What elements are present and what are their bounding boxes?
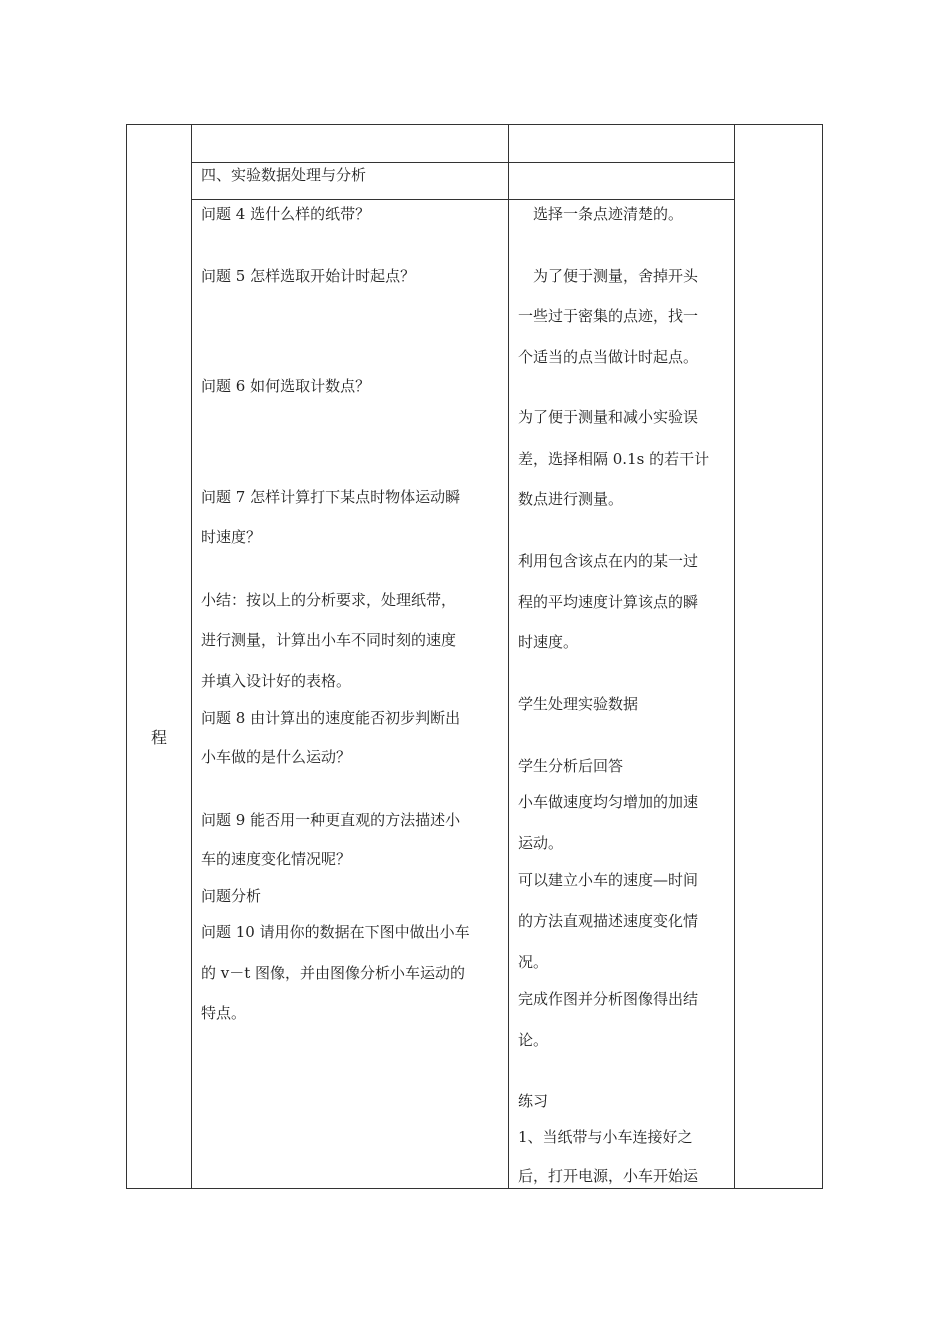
answer-text: 况。 [518, 953, 549, 971]
answer-text: 的方法直观描述速度变化情 [518, 912, 699, 930]
question-text: 问题 5 怎样选取开始计时起点？ [201, 267, 416, 285]
answer-text: 程的平均速度计算该点的瞬 [518, 593, 699, 611]
column-divider [191, 125, 192, 1188]
answer-text: 为了便于测量，舍掉开头 [533, 267, 699, 285]
side-label: 程 [151, 728, 168, 747]
question-text: 车的速度变化情况呢？ [201, 850, 352, 868]
answer-text: 运动。 [518, 834, 564, 852]
answer-text: 时速度。 [518, 633, 579, 651]
exercise-text: 后，打开电源，小车开始运 [518, 1167, 699, 1185]
question-text: 问题 10 请用你的数据在下图中做出小车 [201, 923, 470, 941]
question-text: 小车做的是什么运动？ [201, 748, 352, 766]
question-text: 特点。 [201, 1004, 247, 1022]
question-text: 问题 7 怎样计算打下某点时物体运动瞬 [201, 488, 461, 506]
column-divider [508, 125, 509, 1188]
answer-text: 完成作图并分析图像得出结 [518, 990, 699, 1008]
exercise-text: 1、当纸带与小车连接好之 [518, 1128, 693, 1146]
answer-text: 一些过于密集的点迹，找一 [518, 307, 699, 325]
answer-text: 小车做速度均匀增加的加速 [518, 793, 699, 811]
section-heading: 四、实验数据处理与分析 [201, 166, 367, 184]
answer-text: 利用包含该点在内的某一过 [518, 552, 699, 570]
answer-text: 学生分析后回答 [518, 757, 624, 775]
question-text: 问题 4 选什么样的纸带？ [201, 205, 371, 223]
exercise-heading: 练习 [518, 1092, 549, 1110]
answer-text: 学生处理实验数据 [518, 695, 639, 713]
answer-text: 论。 [518, 1031, 549, 1049]
summary-text: 小结：按以上的分析要求，处理纸带， [201, 591, 457, 609]
question-text: 问题分析 [201, 887, 262, 905]
answer-text: 选择一条点迹清楚的。 [533, 205, 684, 223]
column-divider [734, 125, 735, 1188]
answer-text: 数点进行测量。 [518, 490, 624, 508]
answer-text: 可以建立小车的速度—时间 [518, 871, 699, 889]
answer-text: 差，选择相隔 0.1s 的若干计 [518, 450, 710, 468]
question-text: 时速度？ [201, 528, 262, 546]
question-text: 问题 8 由计算出的速度能否初步判断出 [201, 709, 461, 727]
row-divider [191, 199, 734, 200]
question-text: 问题 9 能否用一种更直观的方法描述小 [201, 811, 461, 829]
answer-text: 个适当的点当做计时起点。 [518, 348, 699, 366]
summary-text: 进行测量，计算出小车不同时刻的速度 [201, 631, 457, 649]
answer-text: 为了便于测量和减小实验误 [518, 408, 699, 426]
summary-text: 并填入设计好的表格。 [201, 672, 352, 690]
row-divider [191, 162, 734, 163]
question-text: 的 v－t 图像，并由图像分析小车运动的 [201, 964, 466, 982]
question-text: 问题 6 如何选取计数点？ [201, 377, 371, 395]
